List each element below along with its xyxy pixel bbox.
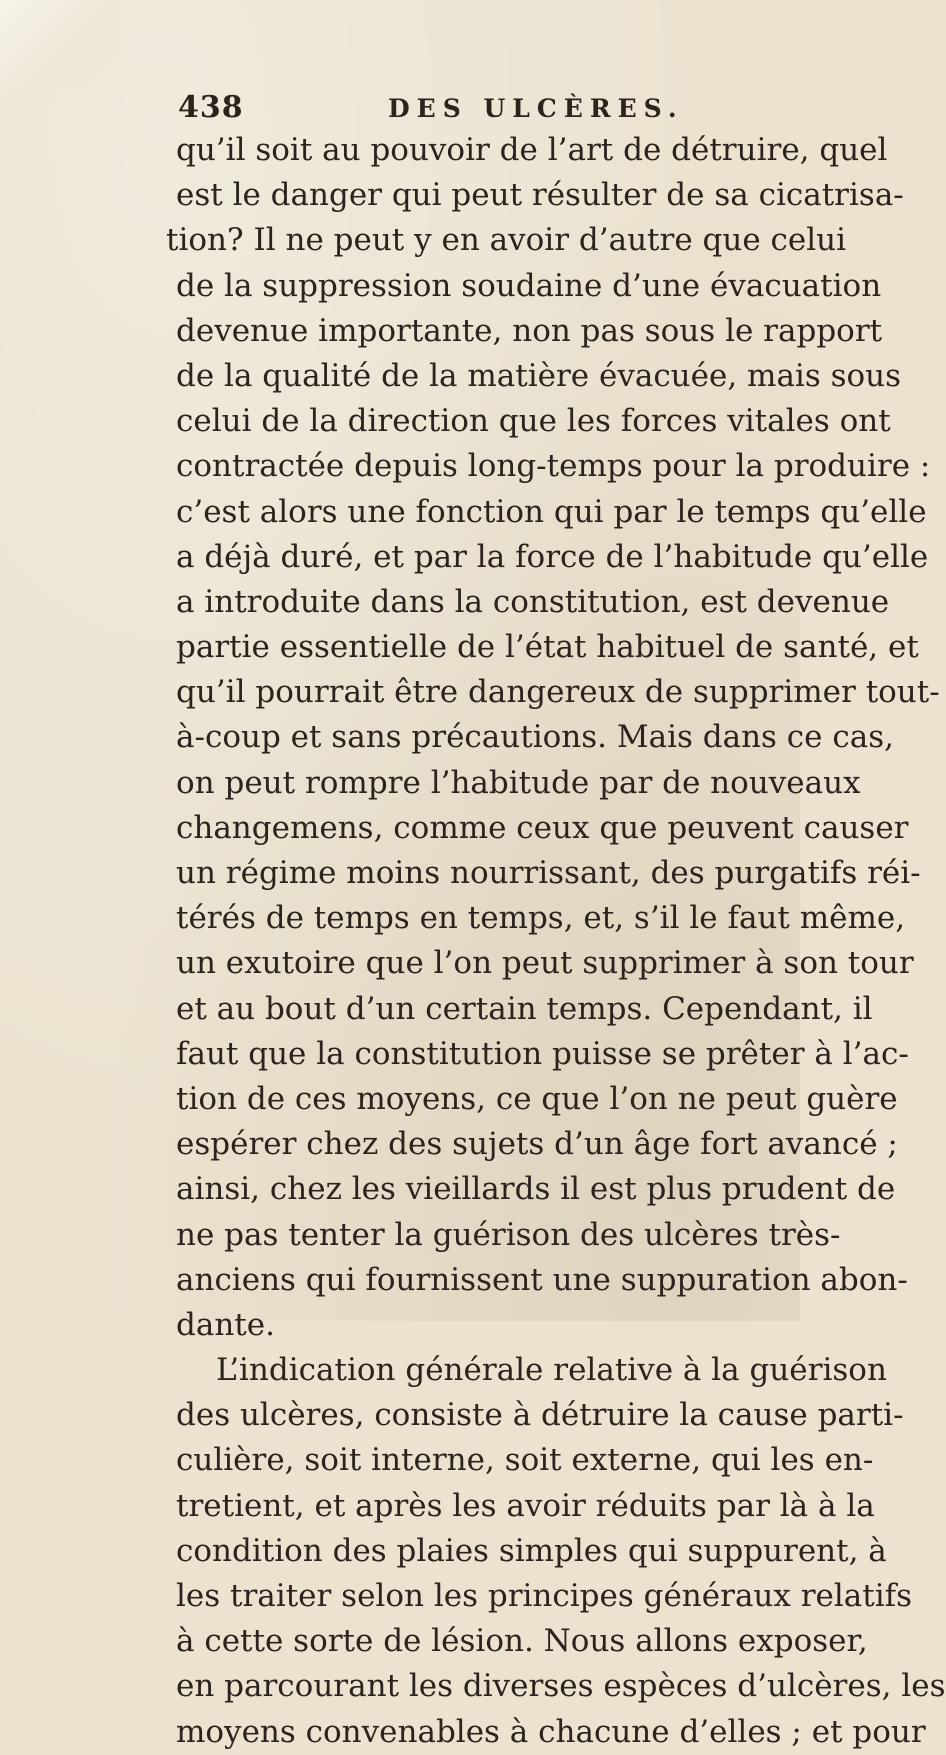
text-line: c’est alors une fonction qui par le temps qu’elle [176,493,927,530]
text-line: celui de la direction que les forces vitales ont [176,403,891,440]
page-number: 438 [178,90,244,125]
text-line: faut que la constitution puisse se prêter à l’ac- [176,1035,909,1072]
body-text [166,128,946,1755]
text-line: ne pas tenter la guérison des ulcères très- [176,1216,841,1253]
text-line: un régime moins nourrissant, des purgatifs réi- [176,855,921,891]
text-line: devenue importante, non pas sous le rapport [176,312,883,349]
text-line: de la suppression soudaine d’une évacuation [176,267,882,304]
text-line: les traiter selon les principes généraux relatifs [176,1578,913,1614]
text-line: tion de ces moyens, ce que l’on ne peut guère [176,1080,898,1117]
text-line: et au bout d’un certain temps. Cependant, il [176,990,873,1027]
text-line: un exutoire que l’on peut supprimer à son tour [176,945,914,982]
paragraph-end-line: dante. [176,1306,275,1343]
text-line: à cette sorte de lésion. Nous allons exposer, [176,1623,868,1660]
page-corner-curl [0,0,120,90]
text-line: des ulcères, consiste à détruire la cause parti- [176,1397,904,1434]
paragraph-start-line: L’indication générale relative à la guérison [216,1352,887,1389]
page-header [178,90,758,130]
text-line: contractée depuis long-temps pour la produire : [176,448,931,485]
text-line: espérer chez des sujets d’un âge fort avancé ; [176,1126,898,1163]
text-line: culière, soit interne, soit externe, qui les en- [176,1442,874,1479]
text-line: condition des plaies simples qui suppurent, à [176,1532,887,1569]
text-line: a déjà duré, et par la force de l’habitude qu’elle [176,538,929,575]
text-line: a introduite dans la constitution, est devenue [176,583,890,620]
text-line: on peut rompre l’habitude par de nouveaux [176,764,861,801]
text-line: en parcourant les diverses espèces d’ulcères, les [176,1668,946,1705]
text-line: ainsi, chez les vieillards il est plus prudent de [176,1171,896,1208]
text-line: est le danger qui peut résulter de sa cicatrisa- [176,177,904,214]
text-line: qu’il pourrait être dangereux de supprimer tout- [176,674,940,711]
text-line: tretient, et après les avoir réduits par là à la [176,1487,875,1524]
text-line: de la qualité de la matière évacuée, mais sous [176,357,902,394]
running-title: DES ULCÈRES. [388,94,684,123]
text-line: anciens qui fournissent une suppuration abon- [176,1261,908,1298]
text-line: tion? Il ne peut y en avoir d’autre que celui [166,222,847,259]
text-line: moyens convenables à chacune d’elles ; et pour [176,1713,926,1750]
text-line: à-coup et sans précautions. Mais dans ce cas, [176,719,894,756]
text-line: térés de temps en temps, et, s’il le faut même, [176,900,906,937]
text-line: changemens, comme ceux que peuvent causer [176,809,909,846]
text-line: qu’il soit au pouvoir de l’art de détruire, quel [176,132,888,168]
text-line: partie essentielle de l’état habituel de santé, et [176,629,919,666]
